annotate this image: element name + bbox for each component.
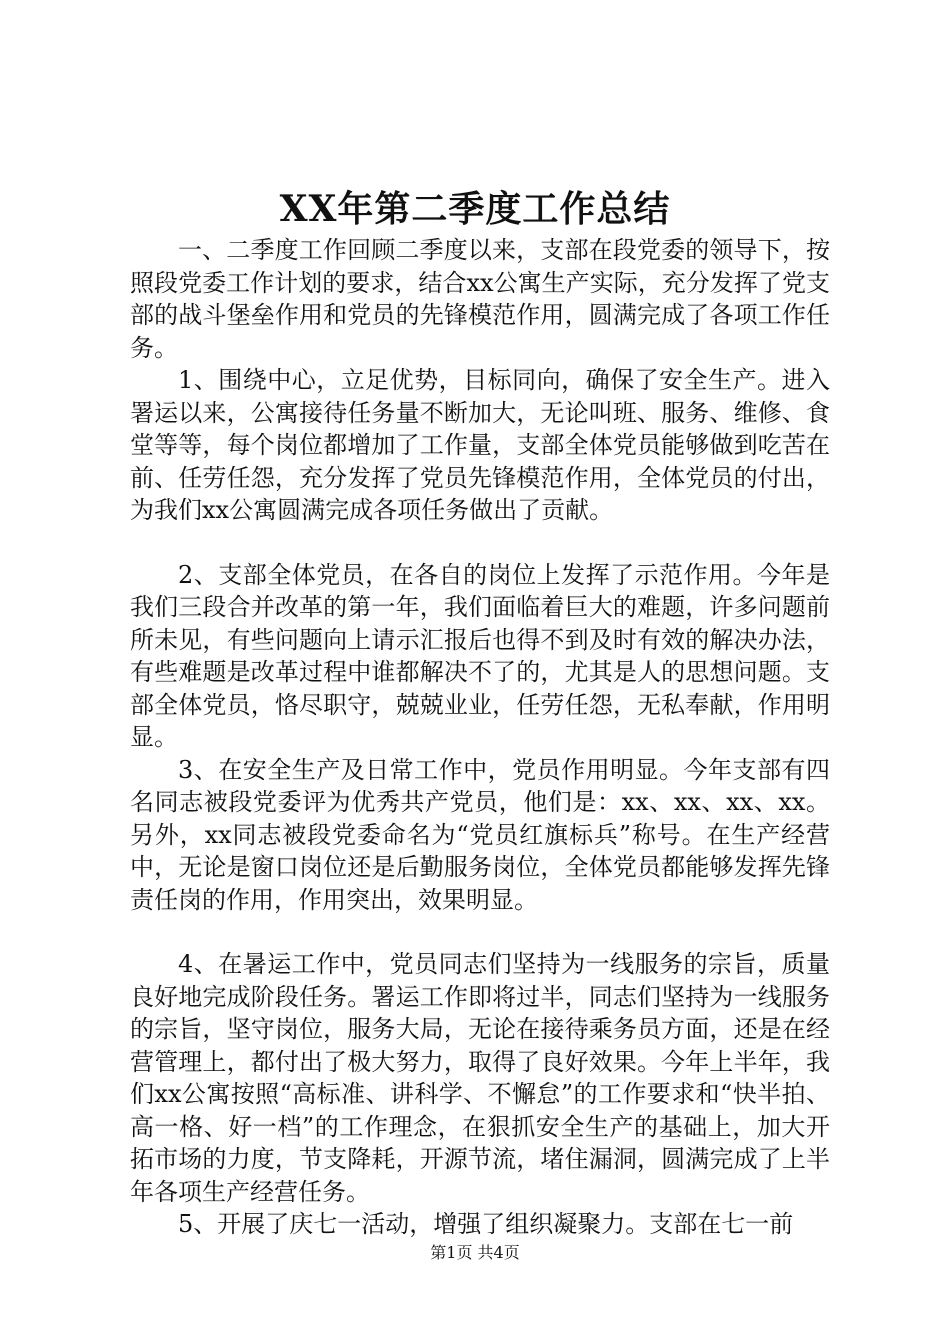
document-body — [130, 234, 830, 1241]
document-title: XX年第二季度工作总结 — [279, 188, 671, 230]
paragraph-item-3: 3、在安全生产及日常工作中，党员作用明显。今年支部有四名同志被段党委评为优秀共产党员，他们是：xx、xx、xx、xx。另外，xx同志被段党委命名为“党员红旗标兵”称号。在生产经营中，无论是窗口岗位还是后勤服务岗位，全体党员都能够发挥先锋责任岗的作用，作用突出，效果明显。 — [130, 755, 830, 914]
paragraph-item-4: 4、在暑运工作中，党员同志们坚持为一线服务的宗旨，质量良好地完成阶段任务。署运工作即将过半，同志们坚持为一线服务的宗旨，坚守岗位，服务大局，无论在接待乘务员方面，还是在经营管理上，都付出了极大努力，取得了良好效果。今年上半年，我们xx公寓按照“高标准、讲科学、不懈怠”的工作要求和“快半拍、高一格、好一档”的工作理念，在狠抓安全生产的基础上，加大开拓市场的力度，节支降耗，开源节流，堵住漏洞，圆满完成了上半年各项生产经营任务。 — [130, 950, 830, 1206]
paragraph-item-5: 5、开展了庆七一活动，增强了组织凝聚力。支部在七一前 — [178, 1210, 794, 1238]
paragraph-item-1: 1、围绕中心，立足优势，目标同向，确保了安全生产。进入署运以来，公寓接待任务量不断加大，无论叫班、服务、维修、食堂等等，每个岗位都增加了工作量，支部全体党员能够做到吃苦在前、任劳任怨，充分发挥了党员先锋模范作用，全体党员的付出，为我们xx公寓圆满完成各项任务做出了贡献。 — [130, 366, 830, 524]
paragraph-item-2: 2、支部全体党员，在各自的岗位上发挥了示范作用。今年是我们三段合并改革的第一年，我们面临着巨大的难题，许多问题前所未见，有些问题向上请示汇报后也得不到及时有效的解决办法，有些难题是改革过程中谁都解决不了的，尤其是人的思想问题。支部全体党员，恪尽职守，兢兢业业，任劳任怨，无私奉献，作用明显。 — [130, 560, 830, 751]
page-footer: 第1页 共4页 — [430, 1243, 520, 1262]
paragraph-review: 一、二季度工作回顾二季度以来，支部在段党委的领导下，按照段党委工作计划的要求，结合xx公寓生产实际，充分发挥了党支部的战斗堡垒作用和党员的先锋模范作用，圆满完成了各项工作任务。 — [130, 236, 830, 362]
